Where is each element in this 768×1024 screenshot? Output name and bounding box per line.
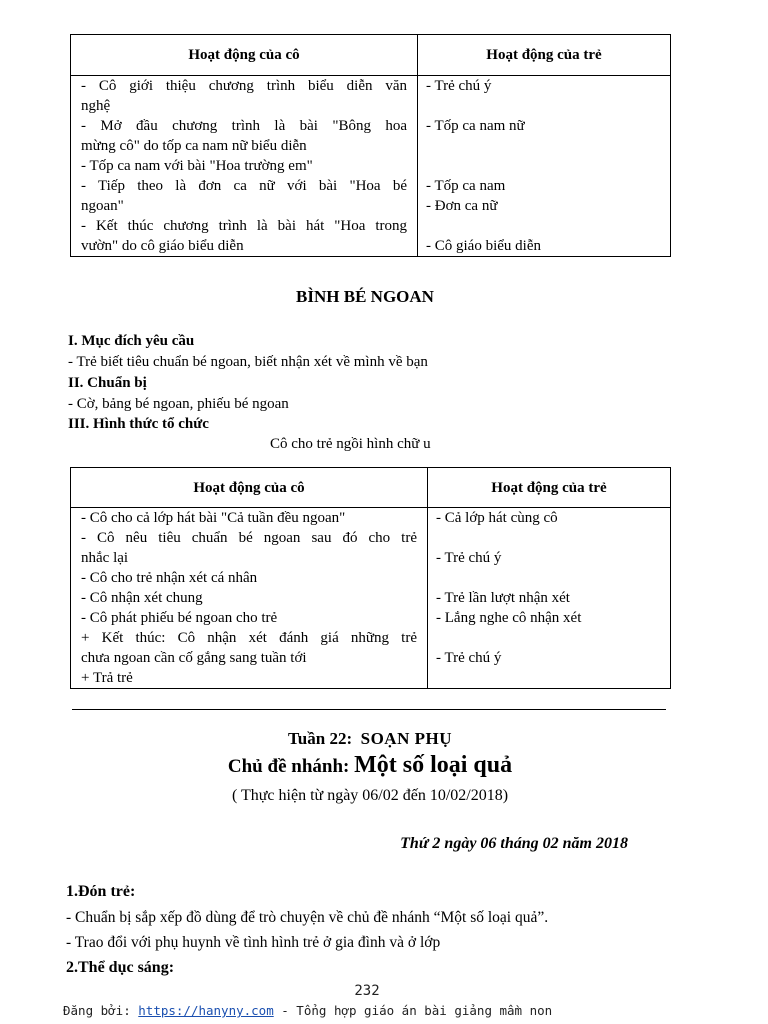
table2-teacher-line: + Trả trẻ: [81, 670, 133, 686]
objectives-text: - Trẻ biết tiêu chuẩn bé ngoan, biết nhận xét về mình về bạn: [68, 354, 428, 370]
topic-value: Một số loại quả: [354, 752, 513, 778]
activity-table-1: [70, 34, 671, 257]
table1-teacher-line: nghệ: [81, 98, 111, 114]
week-line: [0, 729, 740, 749]
preparation-text: - Cờ, bảng bé ngoan, phiếu bé ngoan: [68, 396, 289, 412]
table1-children-line: [426, 96, 670, 116]
week-separator: :: [346, 729, 353, 748]
section-title: BÌNH BÉ NGOAN: [296, 287, 434, 306]
table2-header-teacher: Hoạt động của cô: [71, 468, 428, 508]
table1-header-children: Hoạt động của trẻ: [418, 35, 671, 76]
table2-teacher-line: - Cô phát phiếu bé ngoan cho trẻ: [81, 610, 278, 626]
table2-teacher-line: chưa ngoan cần cố gắng sang tuần tới: [81, 650, 307, 666]
week-label: Tuần 22: [288, 729, 347, 748]
topic-label: Chủ đề nhánh: [227, 756, 344, 777]
table1-header-teacher: Hoạt động của cô: [71, 35, 418, 76]
topic-separator: :: [343, 756, 355, 777]
topic-line: [0, 752, 740, 779]
footer: [63, 1003, 552, 1018]
table1-teacher-line: ngoan": [81, 198, 124, 214]
table1-children-line: - Tốp ca nam nữ: [426, 118, 525, 134]
table2-teacher-line: - Cô nhận xét chung: [81, 590, 203, 606]
table2-children-line: [436, 628, 670, 648]
reception-text-2: - Trao đổi với phụ huynh về tình hình trẻ ở gia đình và ở lớp: [66, 934, 441, 951]
table1-teacher-line: - Tiếp theo là đơn ca nữ với bài "Hoa bé: [81, 178, 407, 194]
table2-teacher-cell: [71, 508, 428, 689]
table2-teacher-line: + Kết thúc: Cô nhận xét đánh giá những trẻ: [81, 630, 417, 646]
table2-teacher-line: nhắc lại: [81, 550, 129, 566]
table2-teacher-line: - Cô cho cả lớp hát bài "Cả tuần đều ngoan": [81, 510, 346, 526]
week-title: SOẠN PHỤ: [360, 729, 452, 748]
table1-children-cell: [418, 76, 671, 257]
table2-teacher-line: - Cô nêu tiêu chuẩn bé ngoan sau đó cho trẻ: [81, 530, 417, 546]
table2-teacher-line: - Cô cho trẻ nhận xét cá nhân: [81, 570, 258, 586]
table2-header-children: Hoạt động của trẻ: [428, 468, 671, 508]
date-range: ( Thực hiện từ ngày 06/02 đến 10/02/2018): [231, 787, 509, 804]
table1-teacher-line: - Tốp ca nam với bài "Hoa trường em": [81, 158, 313, 174]
heading-reception: 1.Đón trẻ:: [66, 883, 136, 900]
table2-children-line: [436, 528, 670, 548]
heading-preparation: II. Chuẩn bị: [68, 375, 147, 391]
table1-children-line: - Trẻ chú ý: [426, 78, 492, 94]
table2-children-cell: [428, 508, 671, 689]
activity-table-2: [70, 467, 671, 689]
footer-link[interactable]: https://hanyny.com: [138, 1003, 274, 1018]
table1-teacher-cell: [71, 76, 418, 257]
table2-children-line: - Trẻ lần lượt nhận xét: [436, 590, 570, 606]
heading-morning-exercise: 2.Thể dục sáng:: [66, 959, 175, 976]
table2-children-line: [436, 568, 670, 588]
table2-children-line: - Cả lớp hát cùng cô: [436, 510, 558, 526]
table2-children-line: - Trẻ chú ý: [436, 650, 502, 666]
footer-suffix: - Tổng hợp giáo án bài giảng mầm non: [273, 1003, 553, 1018]
table1-teacher-line: - Mở đầu chương trình là bài "Bông hoa: [81, 118, 407, 134]
heading-organization: III. Hình thức tổ chức: [68, 416, 209, 432]
table1-teacher-line: mừng cô" do tốp ca nam nữ biểu diễn: [81, 138, 307, 154]
heading-objectives: I. Mục đích yêu cầu: [68, 333, 195, 349]
organization-text: Cô cho trẻ ngồi hình chữ u: [270, 436, 431, 452]
table1-children-line: - Tốp ca nam: [426, 178, 506, 194]
table2-children-line: - Trẻ chú ý: [436, 550, 502, 566]
table1-children-line: [426, 136, 670, 156]
table2-children-line: [436, 668, 670, 688]
table1-teacher-line: vườn" do cô giáo biểu diễn: [81, 238, 244, 254]
page-number: 232: [354, 983, 380, 999]
table1-children-line: [426, 216, 670, 236]
table1-children-line: [426, 156, 670, 176]
section-divider: [72, 709, 666, 710]
table1-teacher-line: - Cô giới thiệu chương trình biểu diễn văn: [81, 78, 407, 94]
day-heading: Thứ 2 ngày 06 tháng 02 năm 2018: [400, 835, 628, 852]
table1-children-line: - Đơn ca nữ: [426, 198, 498, 214]
footer-prefix: Đăng bởi:: [63, 1003, 139, 1018]
reception-text-1: - Chuẩn bị sắp xếp đồ dùng để trò chuyện về chủ đề nhánh “Một số loại quả”.: [66, 909, 549, 926]
table2-children-line: - Lắng nghe cô nhận xét: [436, 610, 582, 626]
table1-teacher-line: - Kết thúc chương trình là bài hát "Hoa trong: [81, 218, 407, 234]
table1-children-line: - Cô giáo biểu diễn: [426, 238, 541, 254]
